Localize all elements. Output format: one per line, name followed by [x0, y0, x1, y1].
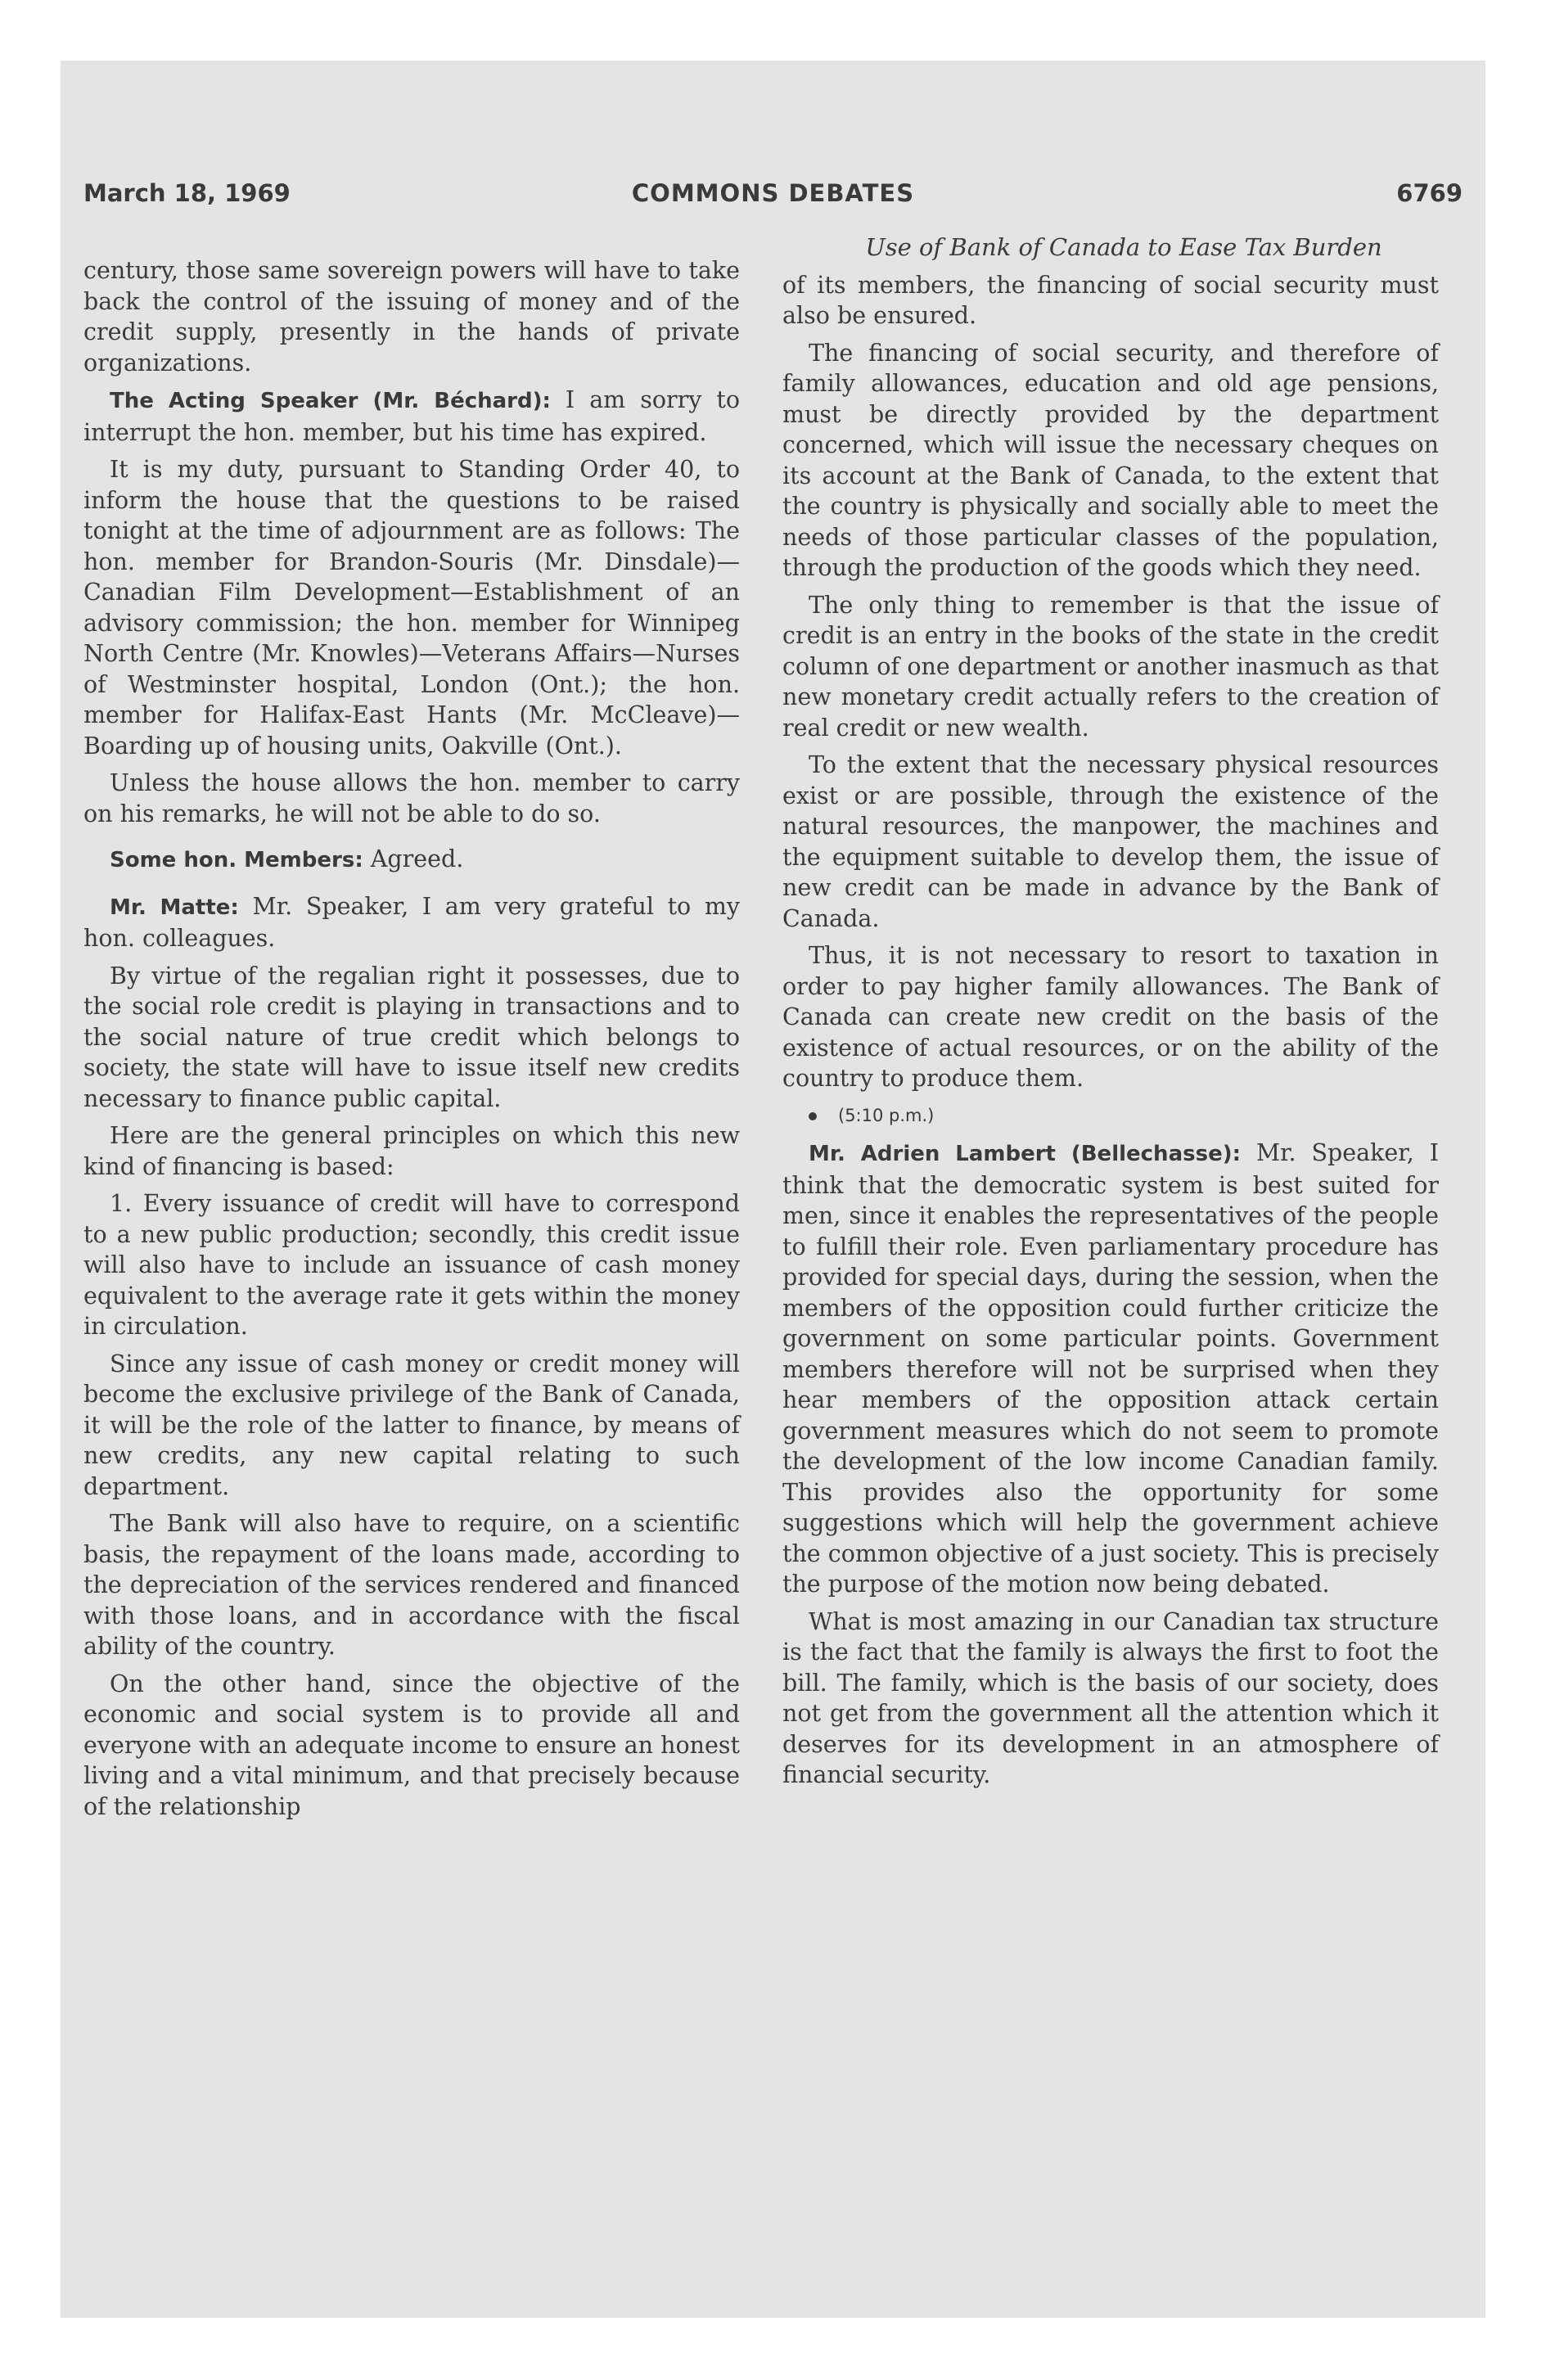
speaker-name: The Acting Speaker (Mr. Béchard):: [110, 389, 551, 413]
paragraph: By virtue of the regalian right it possesses, due to the social role credit is playing in transactions and to the social nature of true credit which belongs to society, the state will have to issue itself new credits necessary to finance public capital.: [83, 962, 740, 1112]
timestamp: [782, 1101, 1439, 1132]
paragraph: Unless the house allows the hon. member to carry on his remarks, he will not be able to do so.: [83, 769, 740, 827]
speaker-name: Mr. Adrien Lambert (Bellechasse):: [809, 1142, 1241, 1166]
document-page: [61, 61, 1485, 2318]
page-number: 6769: [1396, 179, 1463, 207]
running-head: Use of Bank of Canada to Ease Tax Burden: [865, 233, 1382, 261]
paragraph: of its members, the financing of social security must also be ensured.: [782, 271, 1439, 329]
left-column: [83, 255, 740, 1828]
paragraph: [83, 385, 740, 448]
paragraph: The financing of social security, and therefore of family allowances, education and old age pensions, must be directly provided by the department concerned, which will issue the necessary cheques on its account at the Bank of Canada, to the extent that the country is physically and socially able to meet the needs of those particular classes of the population, through the production of the goods which they need.: [782, 339, 1439, 581]
paragraph: 1. Every issuance of credit will have to correspond to a new public production; secondly, this credit issue will also have to include an issuance of cash money equivalent to the average rate it gets within the money in circulation.: [83, 1190, 740, 1340]
paragraph: What is most amazing in our Canadian tax structure is the fact that the family is always the first to foot the bill. The family, which is the basis of our society, does not get from the government all the attention which it deserves for its development in an atmosphere of financial security.: [782, 1607, 1439, 1788]
paragraph: On the other hand, since the objective of the economic and social system is to provide all and everyone with an adequate income to ensure an honest living and a vital minimum, and that precisely because of the relationship: [83, 1670, 740, 1820]
timestamp-text: (5:10 p.m.): [838, 1105, 935, 1125]
speech-text: Mr. Speaker, I think that the democratic system is best suited for men, since it enables the representatives of the people to fulfill their role. Even parliamentary procedure has provided for special days, during the session, when the members of the opposition could further criticize the government on some particular points. Government members therefore will not be surprised when they hear members of the opposition attack certain government measures which do not seem to promote the development of the low income Canadian family. This provides also the opportunity for some suggestions which will help the government achieve the common objective of a just society. This is precisely the purpose of the motion now being debated.: [782, 1139, 1439, 1598]
paragraph: The only thing to remember is that the issue of credit is an entry in the books of the state in the credit column of one department or another inasmuch as that new monetary credit actually refers to the creation of real credit or new wealth.: [782, 591, 1439, 741]
right-column: [782, 232, 1439, 1797]
paragraph: century, those same sovereign powers will have to take back the control of the issuing of money and of the credit supply, presently in the hands of private organizations.: [83, 257, 740, 376]
bullet-icon: [809, 1112, 817, 1120]
speech-text: Agreed.: [363, 845, 464, 872]
page-header: [83, 179, 1463, 212]
paragraph: The Bank will also have to require, on a scientific basis, the repayment of the loans made, according to the depreciation of the services rendered and financed with those loans, and in accordance with the fiscal ability of the country.: [83, 1510, 740, 1660]
paragraph: It is my duty, pursuant to Standing Order 40, to inform the house that the questions to be raised tonight at the time of adjournment are as follows: The hon. member for Brandon-Souris (Mr. Dinsdale)—Canadian Film Development—Establishment of an advisory commission; the hon. member for Winnipeg North Centre (Mr. Knowles)—Veterans Affairs—Nurses of Westminster hospital, London (Ont.); the hon. member for Halifax-East Hants (Mr. McCleave)—Boarding up of housing units, Oakville (Ont.).: [83, 456, 740, 760]
speech-text: I am sorry to interrupt the hon. member, but his time has expired.: [83, 386, 740, 446]
header-date: March 18, 1969: [83, 179, 291, 207]
speaker-name: Some hon. Members:: [110, 848, 363, 872]
publication-title: COMMONS DEBATES: [631, 179, 915, 207]
paragraph: [83, 891, 740, 954]
paragraph: [83, 844, 740, 877]
paragraph: Here are the general principles on which this new kind of financing is based:: [83, 1122, 740, 1180]
paragraph: [782, 1138, 1439, 1600]
speaker-name: Mr. Matte:: [110, 895, 239, 920]
paragraph: To the extent that the necessary physical resources exist or are possible, through the existence of the natural resources, the manpower, the machines and the equipment suitable to develop them, the issue of new credit can be made in advance by the Bank of Canada.: [782, 751, 1439, 932]
paragraph: Thus, it is not necessary to resort to taxation in order to pay higher family allowances. The Bank of Canada can create new credit on the basis of the existence of actual resources, or on the ability of the country to produce them.: [782, 942, 1439, 1092]
paragraph: Since any issue of cash money or credit money will become the exclusive privilege of the Bank of Canada, it will be the role of the latter to finance, by means of new credits, any new capital relating to such department.: [83, 1350, 740, 1500]
speech-text: Mr. Speaker, I am very grateful to my hon. colleagues.: [83, 892, 740, 952]
